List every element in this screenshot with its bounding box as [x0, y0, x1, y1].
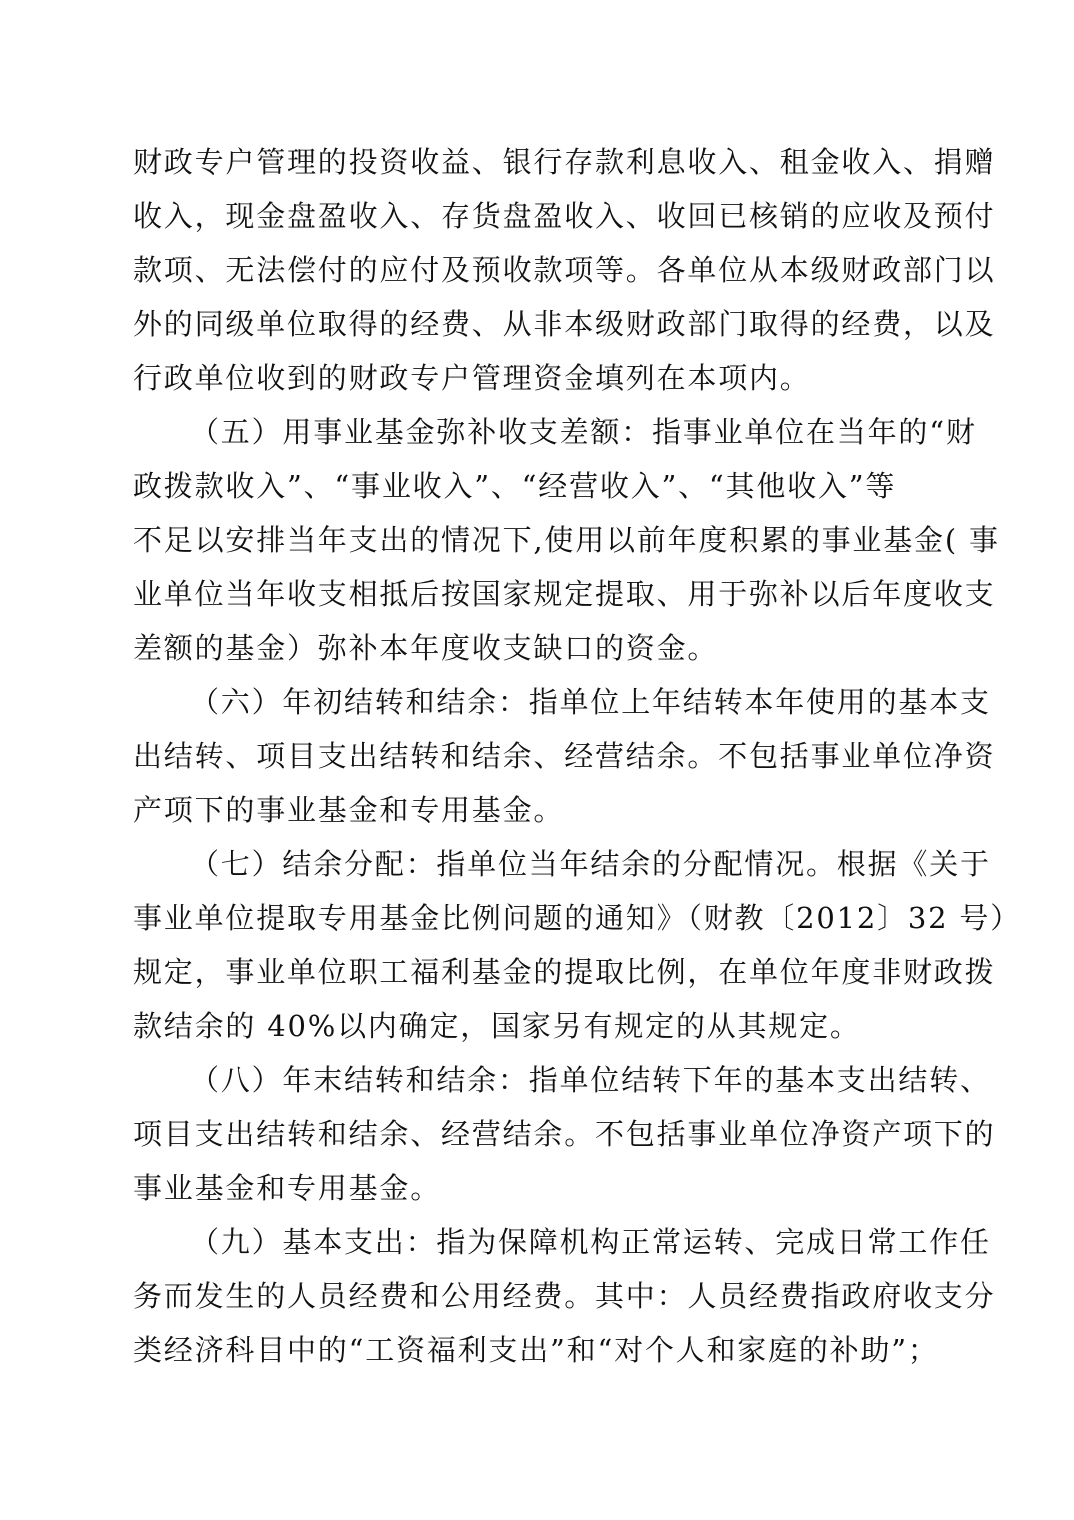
text-line: 产项下的事业基金和专用基金。 [133, 793, 565, 827]
text-line: 款结余的 40%以内确定，国家另有规定的从其规定。 [133, 1009, 861, 1043]
paragraph-8-first-line: （八）年末结转和结余：指单位结转下年的基本支出结转、 [190, 1063, 991, 1097]
text-line: 财政专户管理的投资收益、银行存款利息收入、租金收入、捐赠 [133, 145, 996, 179]
text-line: 务而发生的人员经费和公用经费。其中：人员经费指政府收支分 [133, 1279, 996, 1313]
text-line: 款项、无法偿付的应付及预收款项等。各单位从本级财政部门以 [133, 253, 996, 287]
text-line: 事业基金和专用基金。 [133, 1171, 442, 1205]
text-line: 收入，现金盘盈收入、存货盘盈收入、收回已核销的应收及预付 [133, 199, 996, 233]
text-line: 业单位当年收支相抵后按国家规定提取、用于弥补以后年度收支 [133, 577, 996, 611]
text-line: 类经济科目中的“工资福利支出”和“对个人和家庭的补助”； [133, 1333, 939, 1367]
paragraph-5-first-line: （五）用事业基金弥补收支差额：指事业单位在当年的“财 [190, 415, 977, 449]
text-line: 外的同级单位取得的经费、从非本级财政部门取得的经费，以及 [133, 307, 996, 341]
text-line: 规定，事业单位职工福利基金的提取比例，在单位年度非财政拨 [133, 955, 996, 989]
text-line: 行政单位收到的财政专户管理资金填列在本项内。 [133, 361, 811, 395]
text-line: 事业单位提取专用基金比例问题的通知》（财教〔2012〕32 号） [133, 901, 1022, 935]
paragraph-9-first-line: （九）基本支出：指为保障机构正常运转、完成日常工作任 [190, 1225, 991, 1259]
text-line: 差额的基金）弥补本年度收支缺口的资金。 [133, 631, 719, 665]
paragraph-7-first-line: （七）结余分配：指单位当年结余的分配情况。根据《关于 [190, 847, 991, 881]
text-line: 政拨款收入”、“事业收入”、“经营收入”、“其他收入”等 [133, 469, 897, 503]
paragraph-6-first-line: （六）年初结转和结余：指单位上年结转本年使用的基本支 [190, 685, 991, 719]
text-line: 项目支出结转和结余、经营结余。不包括事业单位净资产项下的 [133, 1117, 996, 1151]
text-line: 不足以安排当年支出的情况下,使用以前年度积累的事业基金( 事 [133, 523, 1000, 557]
text-line: 出结转、项目支出结转和结余、经营结余。不包括事业单位净资 [133, 739, 996, 773]
